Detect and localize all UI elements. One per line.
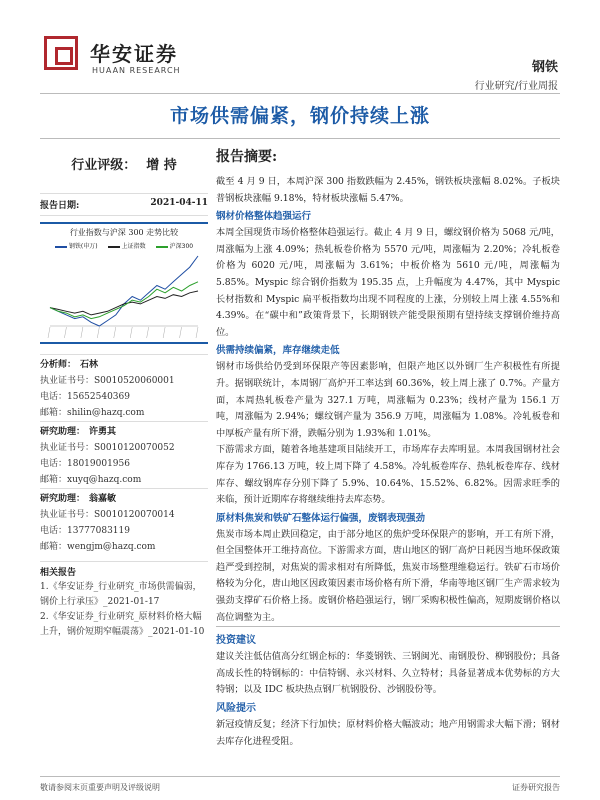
logo-english-name: HUAAN RESEARCH bbox=[92, 66, 181, 75]
investment-paragraph: 建议关注低估值高分红钢企标的：华菱钢铁、三钢闽光、南钢股份、柳钢股份；具备高成长性的特钢标的：中信特钢、永兴材料、久立特材；具备显著成本优势标的方大特钢；以及 IDC 板块热点钢厂杭钢股份、沙钢股份等。 bbox=[216, 651, 560, 696]
investment-box bbox=[216, 626, 560, 750]
report-type: 行业研究/行业周报 bbox=[474, 81, 558, 92]
related-reports-list bbox=[40, 580, 208, 640]
x-tick bbox=[64, 327, 66, 338]
staff-contact-line: 执业证书号：S0010120070052 bbox=[40, 443, 175, 453]
logo-mark-icon bbox=[44, 36, 78, 70]
x-tick bbox=[180, 327, 182, 338]
header-divider bbox=[40, 93, 560, 94]
chart-legend bbox=[40, 241, 208, 250]
related-report-item[interactable]: 2.《华安证券_行业研究_原材料价格大幅上升，钢价短期窄幅震荡》_2021-01-10 bbox=[40, 612, 205, 637]
x-tick bbox=[114, 327, 116, 338]
sector-label: 钢铁 bbox=[531, 60, 558, 75]
intro-paragraph: 截至 4 月 9 日，本周沪深 300 指数跌幅为 2.45%，钢铁板块涨幅 8.02%。子板块普钢板块涨幅 9.18%，特材板块涨幅 5.47%。 bbox=[216, 176, 560, 204]
industry-rating bbox=[40, 148, 208, 181]
related-reports-title: 相关报告 bbox=[40, 561, 208, 578]
series-line-1 bbox=[50, 291, 198, 315]
x-tick bbox=[147, 327, 149, 338]
staff-contact-line: 电话：18019001956 bbox=[40, 459, 130, 469]
legend-item: 上证指数 bbox=[108, 241, 146, 250]
logo-chinese-name: 华安证券 bbox=[90, 42, 178, 66]
staff-list bbox=[40, 354, 208, 555]
risk-heading: 风险提示 bbox=[216, 703, 256, 715]
report-title: 市场供需偏紧，钢价持续上涨 bbox=[169, 105, 430, 127]
legend-item: 沪深300 bbox=[156, 241, 193, 250]
rating-value: 增 持 bbox=[146, 158, 177, 173]
x-tick bbox=[48, 327, 50, 338]
footer-disclaimer: 敬请参阅末页重要声明及评级说明 bbox=[40, 783, 160, 792]
report-date-row bbox=[40, 193, 208, 216]
index-comparison-chart bbox=[40, 222, 208, 344]
left-sidebar bbox=[40, 148, 208, 640]
price-paragraph: 本周全国现货市场价格整体趋强运行。截止 4 月 9 日，螺纹钢价格为 5068 元/吨，周涨幅为上涨 4.09%；热轧板卷价格为 5570 元/吨，周涨幅为 2.20%；冷轧板卷价格为 6020 元/吨，周涨幅为 3.61%；中板价格为 5610 元/吨，周涨幅为 5.85%。Myspic 综合钢价指数为 195.35 点，上升幅度为 4.47%，其中 Myspic 长材指数和 Myspic 扁平板指数均出现不同程度的上涨，分别较上周上涨 4.55%和 4.39%。在“碳中和”政策背景下，长期钢铁产能受限预期有望持续支撑钢价维持高位。 bbox=[216, 227, 560, 338]
staff-contact-line: 邮箱：shilin@hazq.com bbox=[40, 408, 145, 418]
summary-heading: 报告摘要: bbox=[216, 149, 278, 165]
related-report-item[interactable]: 1.《华安证券_行业研究_市场供需偏弱，钢价上行承压》_2021-01-17 bbox=[40, 582, 202, 607]
x-tick bbox=[196, 327, 198, 338]
x-tick bbox=[97, 327, 99, 338]
staff-contact-line: 邮箱：xuyq@hazq.com bbox=[40, 475, 142, 485]
chart-title: 行业指数与沪深 300 走势比较 bbox=[69, 228, 179, 237]
supply-paragraph: 钢材市场供给仍受到环保限产等因素影响，但限产地区以外钢厂生产积极性有所提升。据钢联统计，本周钢厂高炉开工率达到 60.36%，较上周上涨了 0.7%。产量方面，本周热轧板卷产量为 327.1 万吨，周涨幅为 0.23%；线材产量为 156.1 万吨，周涨幅为 2.94%；螺纹钢产量为 356.9 万吨，周涨幅为 1.08%。冷轧板卷和中厚板产量有所下滑，跌幅分别为 1.93%和 1.01%。 bbox=[216, 361, 560, 439]
rating-label: 行业评级： bbox=[71, 158, 137, 173]
legend-item: 钢铁(申万) bbox=[55, 241, 98, 250]
footer-divider bbox=[40, 776, 560, 777]
staff-contact-line: 邮箱：wengjm@hazq.com bbox=[40, 542, 156, 552]
staff-contact-line: 电话：13777083119 bbox=[40, 526, 130, 536]
staff-role: 分析师： 石林 bbox=[40, 354, 208, 373]
footer-label: 证券研究报告 bbox=[512, 783, 560, 792]
title-divider bbox=[40, 138, 560, 139]
x-tick bbox=[130, 327, 132, 338]
x-tick bbox=[163, 327, 165, 338]
x-tick bbox=[81, 327, 83, 338]
company-logo bbox=[44, 36, 244, 82]
section-heading-supply: 供需持续偏紧，库存继续走低 bbox=[216, 345, 340, 357]
staff-contact-line: 电话：15652540369 bbox=[40, 392, 130, 402]
section-heading-materials: 原材料焦炭和铁矿石整体运行偏强，废钢表现强劲 bbox=[216, 512, 426, 524]
report-summary bbox=[216, 146, 560, 750]
date-label: 报告日期: bbox=[40, 201, 80, 211]
investment-heading: 投资建议 bbox=[216, 635, 256, 647]
section-heading-price: 钢材价格整体趋强运行 bbox=[216, 211, 312, 223]
series-line-2 bbox=[50, 282, 198, 319]
staff-role: 研究助理： 许勇其 bbox=[40, 421, 208, 440]
materials-paragraph: 焦炭市场本周止跌回稳定，由于部分地区的焦炉受环保限产的影响，开工有所下滑，但全国整体开工维持高位。下游需求方面，唐山地区的钢厂高炉日耗因当地环保政策趋严受到控制，对焦炭的需求相对有所降低，焦炭市场整理维稳运行。铁矿石市场价格较为分化，唐山地区因政策因素市场价格有所下滑，华南等地区钢厂生产需求较为强劲支撑矿石价格上扬。废钢价格趋强运行，钢厂采购积极性偏高，短期废钢价格以高位调整为主。 bbox=[216, 528, 560, 623]
date-value: 2021-04-11 bbox=[150, 198, 208, 208]
chart-plot bbox=[46, 252, 202, 340]
staff-contact-line: 执业证书号：S0010120070014 bbox=[40, 510, 175, 520]
staff-role: 研究助理： 翁嘉敏 bbox=[40, 488, 208, 507]
staff-contact-line: 执业证书号：S0010520060001 bbox=[40, 376, 175, 386]
risk-paragraph: 新冠疫情反复；经济下行加快；原材料价格大幅波动；地产用钢需求大幅下滑；钢材去库存化进程受阻。 bbox=[216, 719, 560, 747]
inventory-paragraph: 下游需求方面，随着各地基建项目陆续开工，市场库存去库明显。本周我国钢材社会库存为 1766.13 万吨，较上周下降了 4.58%。冷轧板卷库存、热轧板卷库存、线材库存、螺纹钢库存分别下降了 5.9%、10.64%、15.52%、6.82%。因需求旺季的来临，预计近期库存将继续维持去库态势。 bbox=[216, 444, 560, 506]
